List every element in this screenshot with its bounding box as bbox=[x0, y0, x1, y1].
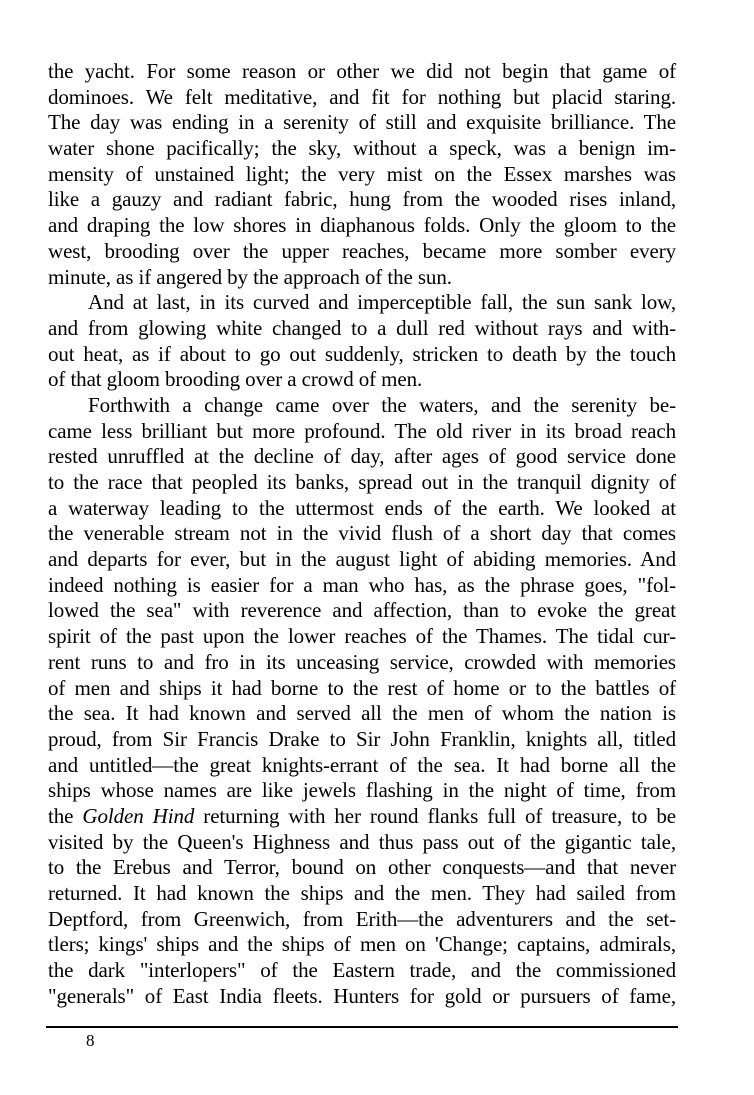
text-line: proud, from Sir Francis Drake to Sir John Franklin, knights all, titled bbox=[48, 726, 676, 751]
text-line: rent runs to and fro in its unceasing service, crowded with memories bbox=[48, 649, 676, 674]
text-line: and from glowing white changed to a dull red without rays and with- bbox=[48, 315, 676, 340]
footer-rule bbox=[46, 1026, 678, 1028]
paragraph bbox=[48, 290, 676, 393]
text-line: the sea. It had known and served all the men of whom the nation is bbox=[48, 701, 676, 726]
text-line: of that gloom brooding over a crowd of men. bbox=[48, 367, 423, 392]
text-line: like a gauzy and radiant fabric, hung from the wooded rises inland, bbox=[48, 187, 676, 212]
text-line: visited by the Queen's Highness and thus pass out of the gigantic tale, bbox=[48, 829, 676, 854]
page-number: 8 bbox=[86, 1031, 95, 1050]
text-line: lowed the sea" with reverence and affection, than to evoke the great bbox=[48, 598, 676, 623]
text-line: mensity of unstained light; the very mist on the Essex marshes was bbox=[48, 161, 676, 186]
text-line: water shone pacifically; the sky, without a speck, was a benign im- bbox=[48, 136, 676, 161]
page-body bbox=[48, 59, 676, 1009]
text-line: and draping the low shores in diaphanous folds. Only the gloom to the bbox=[48, 213, 676, 238]
text-line: out heat, as if about to go out suddenly, stricken to death by the touch bbox=[48, 341, 676, 366]
text-line: ships whose names are like jewels flashing in the night of time, from bbox=[48, 778, 676, 803]
text-line: And at last, in its curved and imperceptible fall, the sun sank low, bbox=[88, 290, 676, 315]
text-line: "generals" of East India fleets. Hunters for gold or pursuers of fame, bbox=[48, 983, 676, 1008]
text-line: the dark "interlopers" of the Eastern trade, and the commissioned bbox=[48, 958, 676, 983]
ship-name-italic: Golden Hind bbox=[82, 803, 195, 828]
text-line: to the Erebus and Terror, bound on other conquests—and that never bbox=[48, 855, 676, 880]
text-line: and departs for ever, but in the august light of abiding memories. And bbox=[48, 547, 676, 572]
text-line: spirit of the past upon the lower reaches of the Thames. The tidal cur- bbox=[48, 624, 676, 649]
text-line: west, brooding over the upper reaches, became more somber every bbox=[48, 238, 676, 263]
text-line: the venerable stream not in the vivid flush of a short day that comes bbox=[48, 521, 676, 546]
text-line: indeed nothing is easier for a man who has, as the phrase goes, "fol- bbox=[48, 572, 676, 597]
text-line: Deptford, from Greenwich, from Erith—the adventurers and the set- bbox=[48, 906, 676, 931]
text-line: Forthwith a change came over the waters, and the serenity be- bbox=[88, 392, 676, 417]
paragraph bbox=[48, 59, 676, 290]
line-segment: the bbox=[48, 803, 83, 828]
text-line: rested unruffled at the decline of day, after ages of good service done bbox=[48, 444, 676, 469]
text-line: of men and ships it had borne to the rest of home or to the battles of bbox=[48, 675, 676, 700]
text-line: dominoes. We felt meditative, and fit for nothing but placid staring. bbox=[48, 84, 676, 109]
text-line: and untitled—the great knights-errant of the sea. It had borne all the bbox=[48, 752, 676, 777]
text-line bbox=[48, 804, 676, 830]
text-line: came less brilliant but more profound. The old river in its broad reach bbox=[48, 418, 676, 443]
text-line: tlers; kings' ships and the ships of men on 'Change; captains, admirals, bbox=[48, 932, 676, 957]
text-line: The day was ending in a serenity of still and exquisite brilliance. The bbox=[48, 110, 676, 135]
text-line: minute, as if angered by the approach of the sun. bbox=[48, 264, 452, 289]
text-line: to the race that peopled its banks, spread out in the tranquil dignity of bbox=[48, 470, 676, 494]
text-line: returned. It had known the ships and the men. They had sailed from bbox=[48, 881, 676, 905]
paragraph bbox=[48, 393, 676, 1010]
text-line: a waterway leading to the uttermost ends of the earth. We looked at bbox=[48, 495, 676, 520]
text-line: the yacht. For some reason or other we did not begin that game of bbox=[48, 59, 676, 83]
line-segment: returning with her round flanks full of treasure, to be bbox=[194, 803, 676, 828]
